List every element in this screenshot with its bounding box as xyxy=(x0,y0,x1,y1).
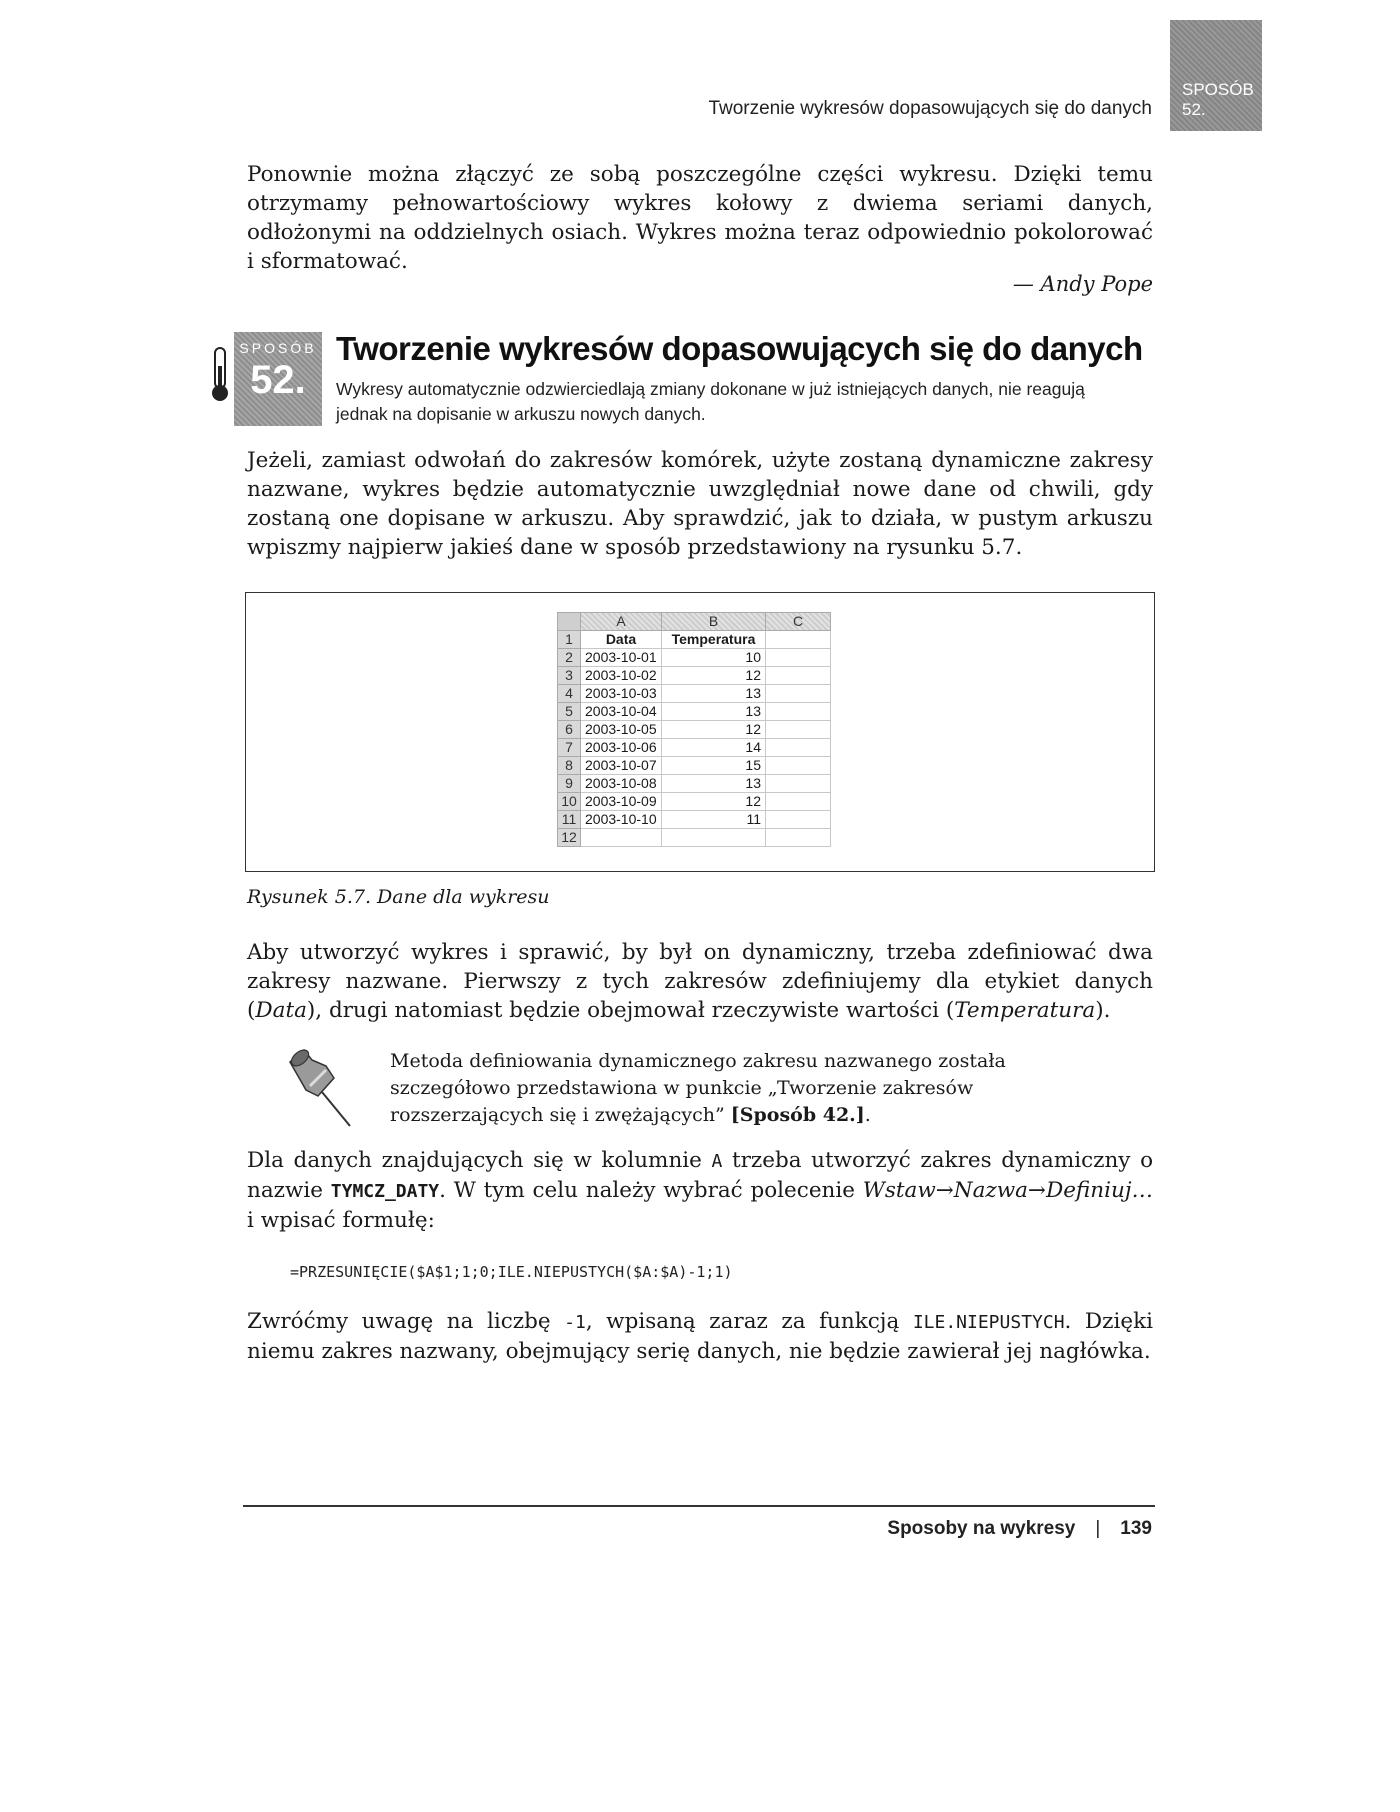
note-body: Metoda definiowania dynamicznego zakresu nazwanego została szczegółowo przedstawiona w punkcie „Tworzenie zakresów rozszerzających się i zwężających” xyxy=(390,1050,1006,1126)
cell-empty xyxy=(766,667,831,685)
intro-paragraph: Ponownie można złączyć ze sobą poszczególne części wykresu. Dzięki temu otrzymamy pełnowartościowy wykres kołowy z dwiema seriami danych, odłożonymi na oddzielnych osiach. Wykres można teraz odpowiednio pokolorować i sformatować. xyxy=(247,162,1153,274)
table-row xyxy=(558,685,831,703)
cell-empty xyxy=(766,739,831,757)
row-number: 2 xyxy=(558,649,581,667)
row-number: 10 xyxy=(558,793,581,811)
corner-cell xyxy=(558,613,581,631)
table-row xyxy=(558,631,831,649)
cell-temp: 12 xyxy=(662,793,766,811)
body-paragraph-1: Jeżeli, zamiast odwołań do zakresów komórek, użyte zostaną dynamiczne zakresy nazwane, wykres będzie automatycznie uwzględniał nowe dane od chwili, gdy zostaną one dopisane w arkuszu. Aby sprawdzić, jak to działa, w pustym arkuszu wpiszmy najpierw jakieś dane w sposób przedstawiony na rysunku 5.7. xyxy=(247,448,1153,560)
table-row xyxy=(558,793,831,811)
table-row xyxy=(558,667,831,685)
footer-separator: | xyxy=(1095,1518,1101,1539)
cell-temp: 11 xyxy=(662,811,766,829)
row-number: 5 xyxy=(558,703,581,721)
body-paragraph-4 xyxy=(247,1307,1153,1366)
cell-date: 2003-10-09 xyxy=(581,793,662,811)
page-number: 139 xyxy=(1120,1518,1152,1539)
range-name: TYMCZ_DATY xyxy=(330,1181,440,1202)
body-paragraph-3 xyxy=(247,1146,1153,1235)
section-tab-number: 52. xyxy=(1182,100,1206,119)
cell-temp: 12 xyxy=(662,721,766,739)
column-header-b: B xyxy=(662,613,766,631)
cell-temp: 12 xyxy=(662,667,766,685)
cell-empty xyxy=(766,811,831,829)
footer-book-title: Sposoby na wykresy xyxy=(887,1518,1076,1539)
cell-empty xyxy=(581,829,662,847)
running-header-title: Tworzenie wykresów dopasowujących się do danych xyxy=(708,98,1152,119)
cell-empty xyxy=(766,793,831,811)
row-number: 4 xyxy=(558,685,581,703)
section-tab xyxy=(1170,20,1262,131)
function-name: ILE.NIEPUSTYCH xyxy=(912,1312,1065,1333)
text-run: Zwróćmy uwagę na liczbę xyxy=(247,1309,565,1334)
author-signature: — Andy Pope xyxy=(1012,272,1153,296)
cell-date: 2003-10-01 xyxy=(581,649,662,667)
page-footer xyxy=(600,1518,1152,1540)
spreadsheet-figure xyxy=(557,612,831,847)
text-run: . W tym celu należy wybrać polecenie xyxy=(439,1178,863,1203)
row-number: 3 xyxy=(558,667,581,685)
hack-badge-number: 52. xyxy=(250,358,306,402)
cell-empty xyxy=(766,703,831,721)
cell-temp: 13 xyxy=(662,703,766,721)
text-run: trzeba utworzyć zakres dynamiczny o nazwie xyxy=(247,1148,1154,1203)
text-run: Dla danych znajdujących się w kolumnie xyxy=(247,1148,712,1173)
cell-date: 2003-10-07 xyxy=(581,757,662,775)
table-row xyxy=(558,757,831,775)
inline-value: -1 xyxy=(564,1312,586,1333)
cell-header-data: Data xyxy=(581,631,662,649)
hack-badge xyxy=(234,332,322,426)
text-run: ), drugi natomiast będzie obejmował rzeczywiste wartości ( xyxy=(306,998,955,1023)
column-header-a: A xyxy=(581,613,662,631)
cell-empty xyxy=(766,721,831,739)
emphasis-data: Data xyxy=(255,998,307,1023)
cell-empty xyxy=(766,685,831,703)
column-header-row xyxy=(558,613,831,631)
note-reference: [Sposób 42.] xyxy=(730,1104,865,1126)
hack-badge-word: SPOSÓB xyxy=(239,340,317,356)
cell-date: 2003-10-03 xyxy=(581,685,662,703)
cell-temp: 15 xyxy=(662,757,766,775)
pushpin-icon xyxy=(282,1046,352,1128)
row-number: 12 xyxy=(558,829,581,847)
formula-code: =PRZESUNIĘCIE($A$1;1;0;ILE.NIEPUSTYCH($A:$A)-1;1) xyxy=(290,1263,733,1281)
text-run: , wpisaną zaraz za funkcją xyxy=(585,1309,913,1334)
table-row xyxy=(558,703,831,721)
cell-empty xyxy=(662,829,766,847)
cell-date: 2003-10-05 xyxy=(581,721,662,739)
cell-empty xyxy=(766,829,831,847)
cell-empty xyxy=(766,757,831,775)
table-row xyxy=(558,649,831,667)
note-end: . xyxy=(864,1104,871,1126)
text-run: . Dzięki niemu zakres nazwany, obejmujący serię danych, nie będzie zawierał jej nagłówka. xyxy=(247,1309,1153,1364)
cell-temp: 14 xyxy=(662,739,766,757)
figure-caption: Rysunek 5.7. Dane dla wykresu xyxy=(247,886,550,908)
table-row xyxy=(558,739,831,757)
cell-date: 2003-10-08 xyxy=(581,775,662,793)
hack-title: Tworzenie wykresów dopasowujących się do danych xyxy=(336,330,1143,367)
footer-rule xyxy=(243,1505,1155,1507)
cell-date: 2003-10-02 xyxy=(581,667,662,685)
note-text xyxy=(390,1048,1090,1129)
hack-subtitle: Wykresy automatycznie odzwierciedlają zmiany dokonane w już istniejących danych, nie reagują jednak na dopisanie w arkuszu nowych danych. xyxy=(336,379,1085,424)
table-row xyxy=(558,829,831,847)
thermometer-icon xyxy=(210,346,230,404)
text-run: Aby utworzyć wykres i sprawić, by był on dynamiczny, trzeba zdefiniować dwa zakresy nazwane. Pierwszy z tych zakresów zdefiniujemy dla etykiet danych ( xyxy=(247,940,1153,1023)
row-number: 7 xyxy=(558,739,581,757)
row-number: 1 xyxy=(558,631,581,649)
body-paragraph-2 xyxy=(247,938,1153,1025)
text-run: ). xyxy=(1095,998,1111,1023)
cell-header-temperatura: Temperatura xyxy=(662,631,766,649)
column-reference: A xyxy=(711,1151,723,1172)
cell-date: 2003-10-06 xyxy=(581,739,662,757)
cell-empty xyxy=(766,649,831,667)
cell-date: 2003-10-10 xyxy=(581,811,662,829)
row-number: 11 xyxy=(558,811,581,829)
text-run: i wpisać formułę: xyxy=(247,1208,435,1233)
table-row xyxy=(558,811,831,829)
cell-temp: 13 xyxy=(662,775,766,793)
cell-date: 2003-10-04 xyxy=(581,703,662,721)
row-number: 8 xyxy=(558,757,581,775)
cell-temp: 13 xyxy=(662,685,766,703)
section-tab-word: SPOSÓB xyxy=(1182,80,1254,99)
row-number: 9 xyxy=(558,775,581,793)
menu-path: Wstaw→Nazwa→Definiuj… xyxy=(862,1178,1153,1203)
table-row xyxy=(558,775,831,793)
cell-empty xyxy=(766,631,831,649)
table-row xyxy=(558,721,831,739)
emphasis-temperatura: Temperatura xyxy=(954,998,1096,1023)
row-number: 6 xyxy=(558,721,581,739)
column-header-c: C xyxy=(766,613,831,631)
cell-empty xyxy=(766,775,831,793)
cell-temp: 10 xyxy=(662,649,766,667)
